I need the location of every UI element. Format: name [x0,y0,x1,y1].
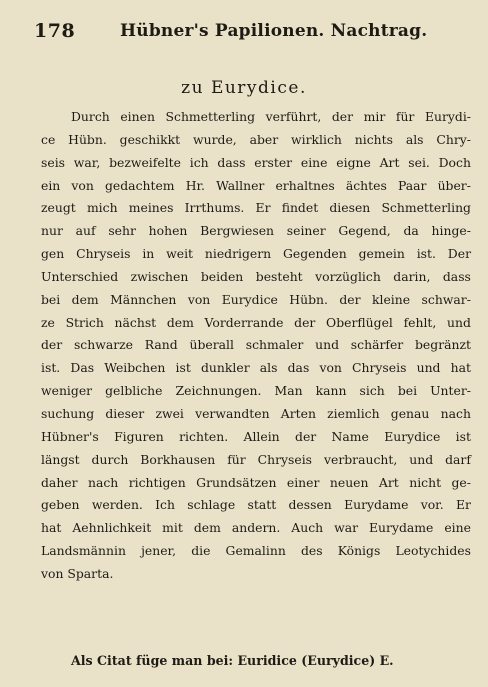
word: werden. [91,497,143,513]
word: zwischen [130,268,189,284]
word: Hübn. [289,291,328,307]
word: der [41,337,63,353]
text-line [41,129,471,152]
word: diesen [329,200,371,216]
word: gemein [358,246,405,262]
word: Figuren [114,428,164,444]
word: fehlt, [403,314,437,330]
word: Durch [71,109,110,124]
word: dass [442,268,471,284]
word: ist. [416,246,436,262]
word: ächtes [345,177,387,193]
word: Gegenden [282,246,347,262]
word: darin, [393,268,431,284]
word: von [71,177,94,193]
word: von [187,291,211,307]
word: Grundsätzen [196,474,277,490]
word: hat [450,360,471,376]
word: schärfer [350,337,404,353]
word: dieser [105,405,145,421]
word: vor. [420,497,444,513]
word: schlage [187,497,236,513]
word: Irrthums. [184,200,245,216]
word: überall [189,337,234,353]
word: hat [41,520,62,536]
word: dem [71,291,99,307]
page-number: 178 [34,20,76,42]
word: besteht [255,268,303,284]
word: Gemalinn [225,543,286,559]
text-line [41,380,471,403]
word: Hübn. [68,131,107,147]
word: da [403,223,419,239]
text-line [41,357,471,380]
text-line [41,197,471,220]
word: einen [120,109,155,124]
word: eigne [336,154,371,170]
word: durch [91,451,129,467]
word: von [319,360,342,376]
word: die [191,543,211,559]
text-line [41,426,471,449]
word: eine [444,520,471,536]
word: niedrigern [204,246,272,262]
word: richten. [179,428,229,444]
word: Doch [438,154,471,170]
word: genau [390,405,430,421]
text-line [41,266,471,289]
word: Königs [337,543,381,559]
word: nichts [354,131,393,147]
word: Man [274,383,303,399]
word: Vorderrande [204,314,284,330]
word: war, [73,154,101,170]
word: bei [397,383,418,399]
word: mir [363,109,386,124]
word: ein [41,177,61,193]
section-heading: zu Eurydice. [181,78,307,98]
text-line [41,472,471,495]
word: Art [379,154,400,170]
word: zwei [155,405,184,421]
text-line [41,312,471,335]
text-line [41,449,471,472]
word: begränzt [415,337,471,353]
word: schwar- [421,291,471,307]
word: ze [41,314,55,330]
word: findet [281,200,319,216]
text-line [41,494,471,517]
word: Paar [397,177,427,193]
word: Arten [280,405,316,421]
running-title: Hübner's Papilionen. Nachtrag. [120,21,428,41]
word: Ich [155,497,175,513]
word: Name [331,428,369,444]
word: des [300,543,323,559]
word: ce [41,131,56,147]
word: geschikkt [119,131,181,147]
word: statt [247,497,277,513]
text-line [41,106,471,129]
word: Zeichnungen. [175,383,262,399]
word: Eurydame [369,520,434,536]
word: Oberflügel [326,314,393,330]
word: sehr [108,223,136,239]
word: gelbliche [105,383,163,399]
word: ist [455,428,471,444]
word: der [339,291,361,307]
text-line [41,334,471,357]
word: über- [437,177,471,193]
word: Er [255,200,271,216]
word: daher [41,474,78,490]
word: seiner [286,223,326,239]
word: weit [166,246,194,262]
word: ziemlich [327,405,380,421]
word: einer [286,474,320,490]
word: nur [41,223,63,239]
text-line [41,540,471,563]
word: Er [455,497,471,513]
word: dessen [288,497,332,513]
text-line [41,517,471,540]
word: bezweifelte [109,154,181,170]
word: als [405,131,424,147]
word: seis [41,154,66,170]
word: ich [189,154,209,170]
word: für [395,109,415,124]
text-line: von Sparta. [41,565,114,581]
word: nach [88,474,119,490]
word: Der [447,246,471,262]
word: hohen [148,223,188,239]
word: schwarze [73,337,134,353]
word: auf [75,223,96,239]
word: hinge- [431,223,471,239]
word: längst [41,451,80,467]
citation-line: Als Citat füge man bei: Euridice (Eurydice) E. [71,653,394,668]
word: gedachtem [104,177,175,193]
word: erhaltnes [275,177,335,193]
word: Hübner's [41,428,99,444]
word: als [259,360,278,376]
word: Eurydice [384,428,441,444]
word: gen [41,246,65,262]
word: suchung [41,405,95,421]
word: wirklich [291,131,342,147]
text-line [41,403,471,426]
word: ge- [451,474,471,490]
text-line [41,243,471,266]
word: Chryseis [352,360,407,376]
word: wurde, [193,131,237,147]
word: dem [166,314,194,330]
word: der [331,109,354,124]
word: Wallner [216,177,265,193]
word: Eurydice [221,291,278,307]
word: nächst [114,314,157,330]
word: und [447,314,471,330]
word: eine [300,154,328,170]
word: neuen [329,474,369,490]
word: und [315,337,340,353]
word: ist [175,360,191,376]
word: verführt, [265,109,322,124]
word: sei. [408,154,430,170]
word: in [142,246,155,262]
word: war [334,520,359,536]
word: weniger [41,383,93,399]
word: andern. [231,520,281,536]
body-text [41,106,471,586]
word: Unterschied [41,268,119,284]
word: mit [162,520,183,536]
word: meines [128,200,174,216]
word: Borkhausen [140,451,216,467]
word: mich [86,200,118,216]
word: der [295,428,317,444]
word: Eurydi- [424,109,471,124]
word: darf [445,451,471,467]
word: dunkler [201,360,250,376]
word: kann [315,383,347,399]
text-line [41,289,471,312]
word: jener, [141,543,177,559]
word: sich [359,383,385,399]
word: Aehnlichkeit [72,520,152,536]
word: richtigen [128,474,186,490]
word: kleine [372,291,411,307]
word: Chryseis [257,451,313,467]
word: Schmetterling [165,109,256,124]
word: nach [440,405,471,421]
word: Allein [243,428,280,444]
word: nicht [409,474,442,490]
word: Gegend, [338,223,391,239]
word: schmaler [245,337,304,353]
page-header [34,20,454,48]
word: zeugt [41,200,76,216]
word: Unter- [430,383,471,399]
word: ist. [41,360,61,376]
word: dass [217,154,246,170]
text-line [41,152,471,175]
word: Hr. [185,177,205,193]
word: Männchen [110,291,177,307]
word: Weibchen [104,360,166,376]
text-line [41,175,471,198]
word: Rand [144,337,178,353]
word: das [287,360,310,376]
word: für [227,451,246,467]
word: erster [254,154,293,170]
word: geben [41,497,80,513]
word: verbraucht, [323,451,398,467]
word: verwandten [195,405,270,421]
word: Leotychides [395,543,471,559]
word: Chryseis [76,246,131,262]
word: vorzüglich [315,268,381,284]
word: dem [193,520,221,536]
word: Auch [291,520,324,536]
word: Art [378,474,399,490]
word: Bergwiesen [200,223,275,239]
word: Chry- [436,131,471,147]
word: der [294,314,316,330]
word: Strich [65,314,104,330]
word: Schmetterling [381,200,471,216]
word: Eurydame [344,497,409,513]
word: Landsmännin [41,543,126,559]
word: Das [70,360,95,376]
word: beiden [200,268,244,284]
word: aber [249,131,279,147]
text-line [41,220,471,243]
word: bei [41,291,61,307]
word: und [416,360,441,376]
word: und [409,451,434,467]
